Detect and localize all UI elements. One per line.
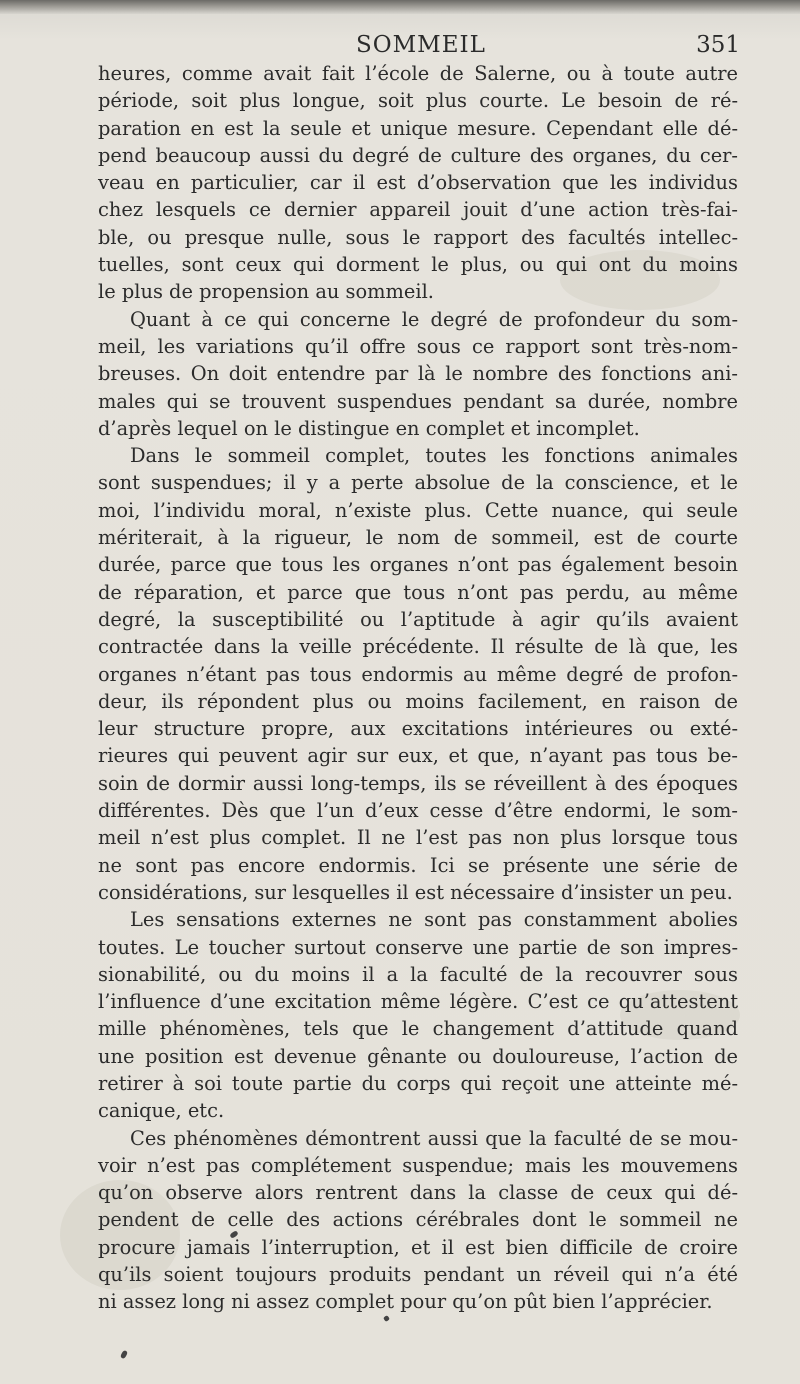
text-line: soin de dormir aussi long-temps, ils se réveillent à des époques <box>98 771 738 795</box>
text-line: heures, comme avait fait l’école de Salerne, ou à toute autre <box>98 62 738 85</box>
text-line: Dans le sommeil complet, toutes les fonctions animales <box>130 444 738 468</box>
text-line: leur structure propre, aux excitations intérieures ou exté- <box>98 717 738 741</box>
text-line: ble, ou presque nulle, sous le rapport des facultés intellec- <box>98 225 738 249</box>
text-line: veau en particulier, car il est d’observation que les individus <box>98 171 738 195</box>
text-line: d’après lequel on le distingue en complet et incomplet. <box>98 416 640 440</box>
text-line: toutes. Le toucher surtout conserve une partie de son impres- <box>98 935 738 959</box>
paragraph <box>98 442 738 906</box>
paragraph <box>98 306 738 442</box>
text-line: contractée dans la veille précédente. Il résulte de là que, les <box>98 635 738 659</box>
text-line: sont suspendues; il y a perte absolue de la conscience, et le <box>98 471 738 495</box>
page-top-edge <box>0 0 800 14</box>
text-line: Ces phénomènes démontrent aussi que la faculté de se mou- <box>130 1126 738 1150</box>
text-line: retirer à soi toute partie du corps qui reçoit une atteinte mé- <box>98 1071 738 1095</box>
text-line: paration en est la seule et unique mesure. Cependant elle dé- <box>98 116 738 140</box>
paragraph <box>98 60 738 306</box>
text-line: deur, ils répondent plus ou moins facilement, en raison de <box>98 689 738 713</box>
text-line: période, soit plus longue, soit plus courte. Le besoin de ré- <box>98 89 738 113</box>
text-line: breuses. On doit entendre par là le nombre des fonctions ani- <box>98 362 738 386</box>
text-line: différentes. Dès que l’un d’eux cesse d’être endormi, le som- <box>98 799 738 823</box>
text-line: canique, etc. <box>98 1099 225 1123</box>
text-line: mille phénomènes, tels que le changement d’attitude quand <box>98 1017 738 1041</box>
text-line: males qui se trouvent suspendues pendant sa durée, nombre <box>98 389 738 413</box>
text-line: organes n’étant pas tous endormis au même degré de profon- <box>98 662 738 686</box>
text-line: considérations, sur lesquelles il est nécessaire d’insister un peu. <box>98 880 733 904</box>
text-line: pend beaucoup aussi du degré de culture des organes, du cer- <box>98 143 738 167</box>
text-line: rieures qui peuvent agir sur eux, et que, n’ayant pas tous be- <box>98 744 738 768</box>
text-line: de réparation, et parce que tous n’ont pas perdu, au même <box>98 580 738 604</box>
running-title: SOMMEIL <box>356 32 486 58</box>
text-line: qu’ils soient toujours produits pendant un réveil qui n’a été <box>98 1263 738 1287</box>
text-line: tuelles, sont ceux qui dorment le plus, ou qui ont du moins <box>98 253 738 277</box>
page-number: 351 <box>696 32 740 58</box>
text-line: meil, les variations qu’il offre sous ce rapport sont très-nom- <box>98 334 738 358</box>
text-line: Les sensations externes ne sont pas constamment abolies <box>130 908 738 932</box>
text-line: chez lesquels ce dernier appareil jouit d’une action très-fai- <box>98 198 738 222</box>
text-line: sionabilité, ou du moins il a la faculté de la recouvrer sous <box>98 962 738 986</box>
paragraph <box>98 1125 738 1316</box>
paragraph <box>98 906 738 1124</box>
text-line: ni assez long ni assez complet pour qu’on pût bien l’apprécier. <box>98 1290 713 1314</box>
text-line: l’influence d’une excitation même légère. C’est ce qu’attestent <box>98 990 738 1014</box>
text-line: durée, parce que tous les organes n’ont pas également besoin <box>98 553 738 577</box>
text-line: une position est devenue gênante ou douloureuse, l’action de <box>98 1044 738 1068</box>
text-line: mériterait, à la rigueur, le nom de sommeil, est de courte <box>98 526 738 550</box>
text-line: qu’on observe alors rentrent dans la classe de ceux qui dé- <box>98 1181 738 1205</box>
text-line: Quant à ce qui concerne le degré de profondeur du som- <box>130 307 738 331</box>
text-line: moi, l’individu moral, n’existe plus. Cette nuance, qui seule <box>98 498 738 522</box>
text-line: pendent de celle des actions cérébrales dont le sommeil ne <box>98 1208 738 1232</box>
text-line: degré, la susceptibilité ou l’aptitude à agir qu’ils avaient <box>98 607 738 631</box>
text-line: meil n’est plus complet. Il ne l’est pas non plus lorsque tous <box>98 826 738 850</box>
ink-speck <box>120 1350 128 1359</box>
ink-speck <box>383 1315 390 1322</box>
text-line: voir n’est pas complétement suspendue; mais les mouvemens <box>98 1153 738 1177</box>
text-line: procure jamais l’interruption, et il est bien difficile de croire <box>98 1235 738 1259</box>
body-text <box>98 60 738 1316</box>
text-line: le plus de propension au sommeil. <box>98 280 434 304</box>
text-line: ne sont pas encore endormis. Ici se présente une série de <box>98 853 738 877</box>
